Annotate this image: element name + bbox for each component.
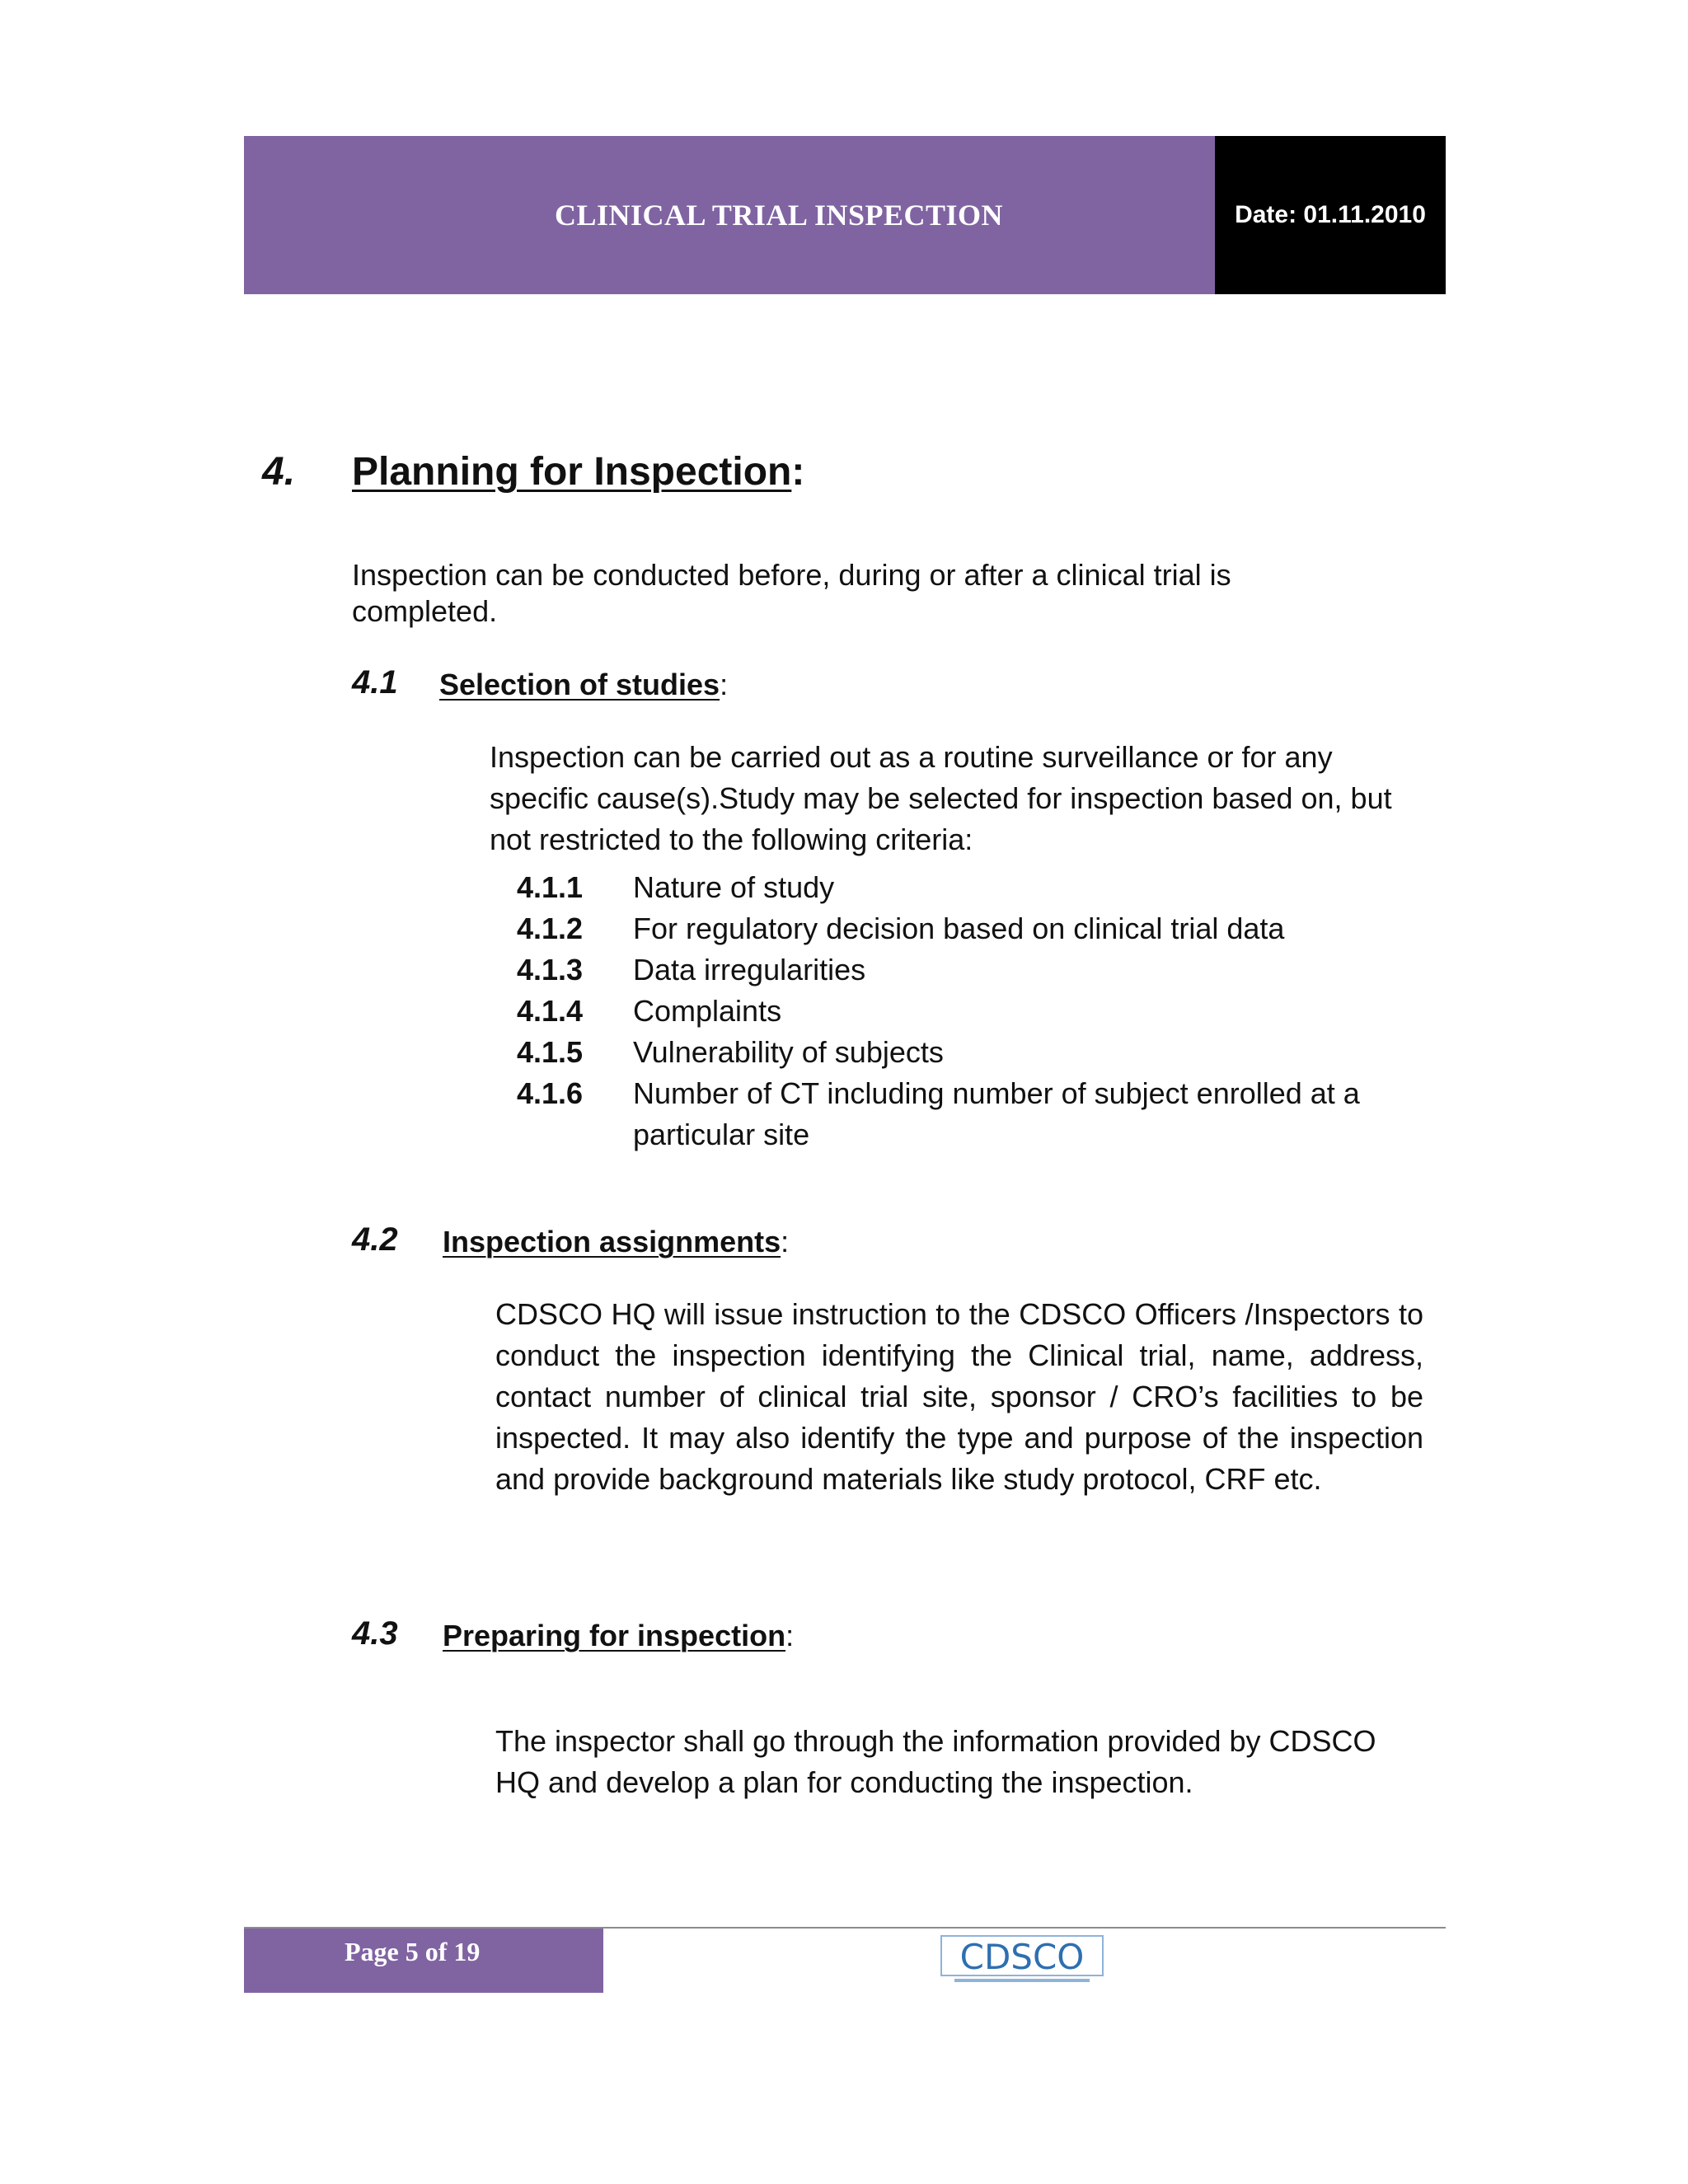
criteria-number: 4.1.6 <box>517 1076 584 1110</box>
criteria-text: Number of CT including number of subject enrolled at a particular site <box>633 1076 1360 1151</box>
criteria-text: Vulnerability of subjects <box>633 1035 944 1069</box>
header-date: Date: 01.11.2010 <box>1235 201 1426 228</box>
criteria-number: 4.1.1 <box>517 870 584 904</box>
page-number: Page 5 of 19 <box>345 1937 481 1966</box>
list-item <box>517 991 1448 1032</box>
cdsco-logo <box>940 1933 1104 1987</box>
section-intro: Inspection can be conducted before, during or after a clinical trial is completed. <box>352 558 1231 628</box>
list-item <box>517 1032 1448 1073</box>
criteria-text: Complaints <box>633 994 782 1028</box>
criteria-text: Nature of study <box>633 870 835 904</box>
list-item <box>517 867 1448 908</box>
section-title <box>352 449 804 494</box>
subsection-title-colon: : <box>781 1225 790 1258</box>
subsection-number: 4.1 <box>352 664 398 701</box>
subsection-number: 4.3 <box>352 1615 398 1652</box>
page-header <box>244 136 1446 294</box>
logo-text: CDSCO <box>959 1937 1085 1977</box>
criteria-list <box>517 867 1448 1155</box>
subsection-title-text: Inspection assignments <box>443 1225 781 1258</box>
section-number: 4. <box>262 450 296 494</box>
criteria-text: Data irregularities <box>633 953 866 987</box>
footer-page-box <box>244 1929 603 1993</box>
subsection-title <box>443 1619 794 1653</box>
subsection-paragraph: CDSCO HQ will issue instruction to the CDSCO Officers /Inspectors to conduct the inspection identifying the Clinical trial, name, address, contact number of clinical trial site, sponsor / CRO’s facilities to be inspected. It may also identify the type and purpose of the inspection and provide background materials like study protocol, CRF etc. <box>495 1297 1423 1496</box>
header-title-box <box>244 136 1215 294</box>
header-title: CLINICAL TRIAL INSPECTION <box>555 199 1003 232</box>
criteria-number: 4.1.2 <box>517 912 584 945</box>
section-title-colon: : <box>791 450 805 494</box>
subsection-paragraph: Inspection can be carried out as a routine surveillance or for any specific cause(s).Study may be selected for inspection based on, but not restricted to the following criteria: <box>490 740 1392 856</box>
list-item <box>517 1073 1448 1155</box>
subsection-title-text: Preparing for inspection <box>443 1619 786 1652</box>
criteria-number: 4.1.5 <box>517 1035 584 1069</box>
subsection-title-colon: : <box>785 1619 795 1652</box>
criteria-number: 4.1.3 <box>517 953 584 987</box>
subsection-number: 4.2 <box>352 1221 398 1258</box>
subsection-paragraph: The inspector shall go through the information provided by CDSCO HQ and develop a plan for conducting the inspection. <box>495 1724 1376 1799</box>
criteria-text: For regulatory decision based on clinical trial data <box>633 912 1285 945</box>
subsection-title-text: Selection of studies <box>439 668 720 701</box>
section-title-text: Planning for Inspection <box>352 450 792 494</box>
logo-underline <box>954 1979 1090 1982</box>
subsection-title-colon: : <box>720 668 729 701</box>
list-item <box>517 908 1448 949</box>
subsection-title <box>439 668 728 702</box>
header-date-box <box>1215 136 1446 294</box>
subsection-title <box>443 1225 789 1259</box>
list-item <box>517 949 1448 991</box>
criteria-number: 4.1.4 <box>517 994 584 1028</box>
